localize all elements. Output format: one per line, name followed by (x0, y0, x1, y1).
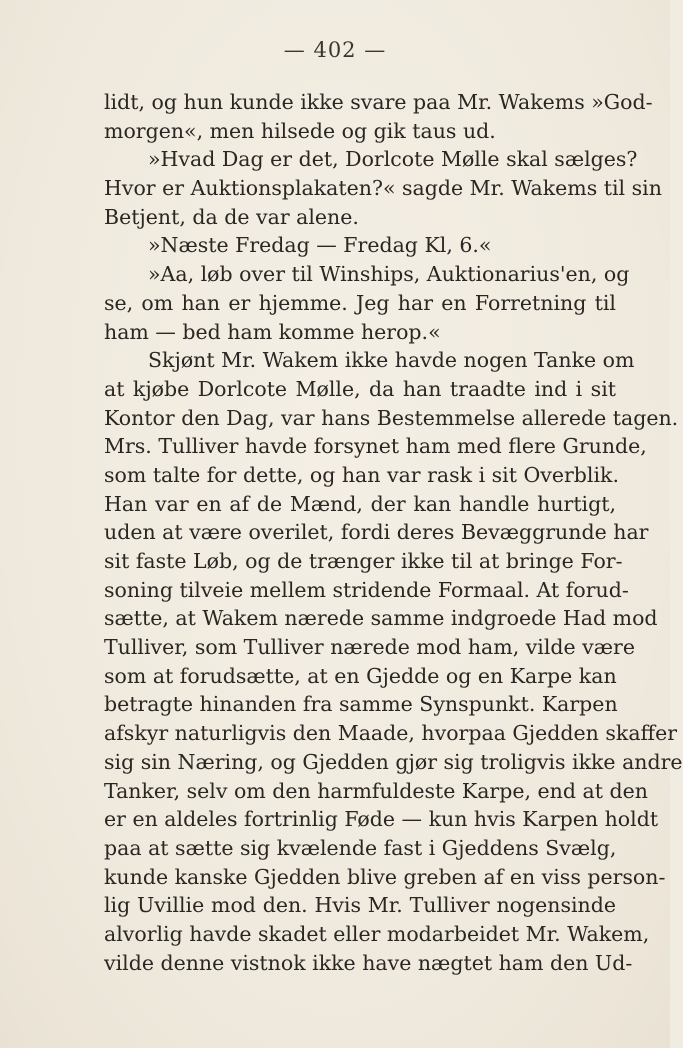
text-line: soning tilveie mellem stridende Formaal. At forud- (104, 577, 629, 602)
body-text (104, 88, 683, 977)
text-line: Han var en af de Mænd, der kan handle hurtigt, (104, 491, 616, 516)
text-line: kunde kanske Gjedden blive greben af en viss person- (104, 864, 666, 889)
text-line: Kontor den Dag, var hans Bestemmelse allerede tagen. (104, 405, 679, 430)
text-line: at kjøbe Dorlcote Mølle, da han traadte ind i sit (104, 376, 616, 401)
text-line: er en aldeles fortrinlig Føde — kun hvis Karpen holdt (104, 807, 659, 832)
text-line: se, om han er hjemme. Jeg har en Forretning til (104, 290, 616, 315)
text-line: »Hvad Dag er det, Dorlcote Mølle skal sælges? (148, 147, 638, 172)
page-number: — 402 — (283, 38, 387, 62)
text-line: sit faste Løb, og de trænger ikke til at bringe For- (104, 549, 623, 573)
text-line: paa at sætte sig kvælende fast i Gjeddens Svælg, (104, 835, 617, 860)
text-line: Tulliver, som Tulliver nærede mod ham, vilde være (104, 635, 635, 660)
text-line: Betjent, da de var alene. (104, 204, 359, 229)
text-line: uden at være overilet, fordi deres Bevæggrunde har (104, 520, 649, 545)
text-line: Skjønt Mr. Wakem ikke havde nogen Tanke om (148, 348, 635, 373)
text-line: Tanker, selv om den harmfuldeste Karpe, end at den (104, 778, 648, 803)
text-line: som at forudsætte, at en Gjedde og en Karpe kan (104, 663, 617, 688)
text-line: Hvor er Auktionsplakaten?« sagde Mr. Wakems til sin (104, 176, 662, 201)
text-line: vilde denne vistnok ikke have nægtet ham den Ud- (104, 950, 633, 975)
text-line: som talte for dette, og han var rask i sit Overblik. (104, 462, 619, 487)
text-line: betragte hinanden fra samme Synspunkt. Karpen (104, 692, 618, 717)
text-line: ham — bed ham komme herop.« (104, 319, 441, 344)
text-line: »Aa, løb over til Winships, Auktionarius'en, og (148, 262, 630, 287)
text-line: sig sin Næring, og Gjedden gjør sig troligvis ikke andre (104, 749, 683, 774)
text-line: afskyr naturligvis den Maade, hvorpaa Gjedden skaffer (104, 721, 678, 746)
text-line: »Næste Fredag — Fredag Kl, 6.« (148, 233, 492, 258)
text-line: sætte, at Wakem nærede samme indgroede Had mod (104, 606, 658, 631)
text-line: alvorlig havde skadet eller modarbeidet Mr. Wakem, (104, 921, 650, 946)
text-line: lidt, og hun kunde ikke svare paa Mr. Wakems »God- (104, 90, 653, 114)
text-line: morgen«, men hilsede og gik taus ud. (104, 118, 496, 143)
text-line: Mrs. Tulliver havde forsynet ham med flere Grunde, (104, 434, 647, 459)
text-line: lig Uvillie mod den. Hvis Mr. Tulliver nogensinde (104, 893, 616, 918)
